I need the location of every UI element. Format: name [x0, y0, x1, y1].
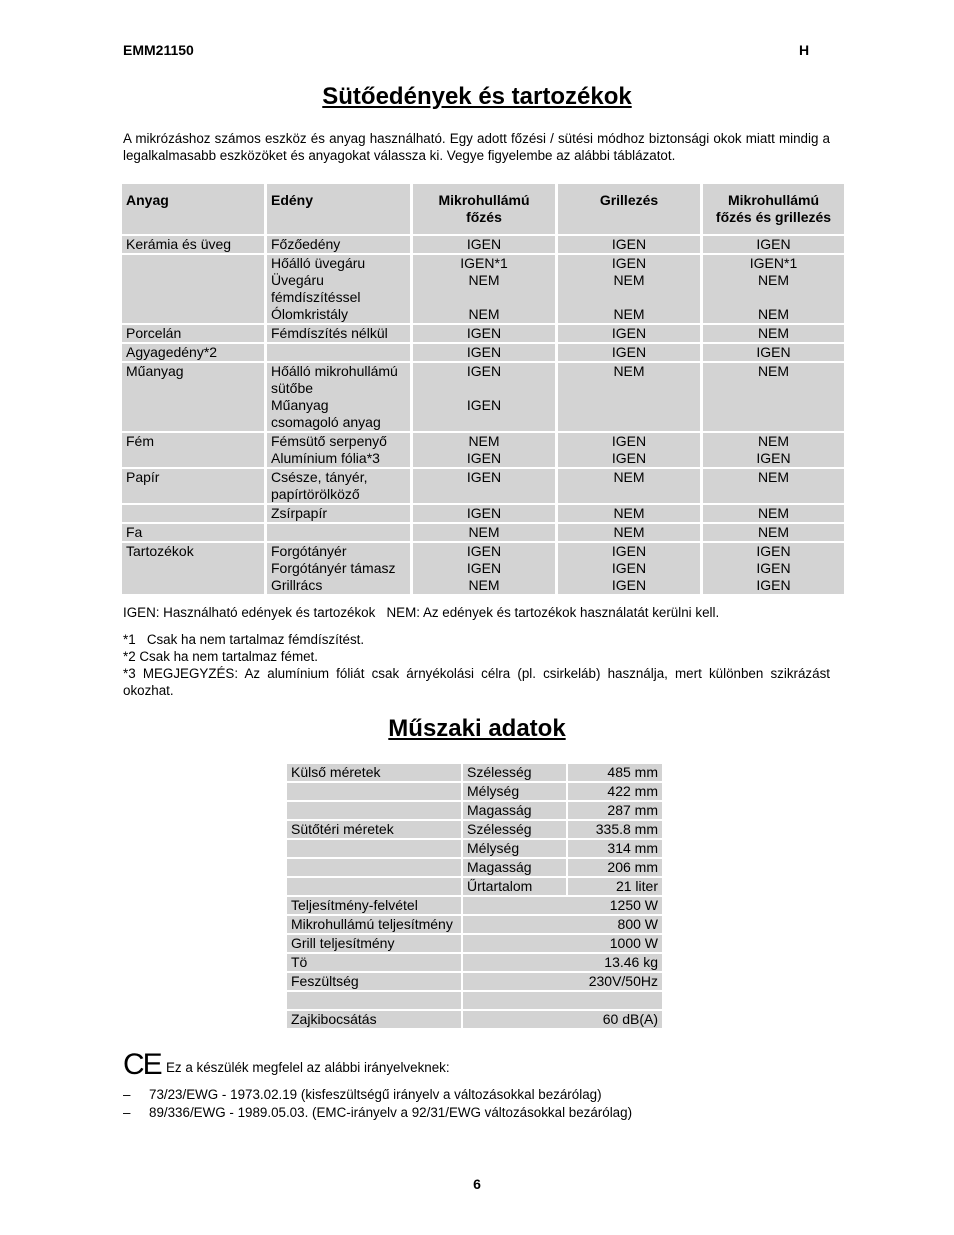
table-cell: [267, 524, 410, 541]
table-row: [122, 524, 844, 541]
cell-line: papírtörölköző: [271, 486, 360, 502]
spec-row: [287, 954, 662, 971]
cell-line: NEM: [757, 433, 790, 449]
table-cell: [267, 433, 410, 467]
spec-row: [287, 802, 662, 819]
table-row: [122, 433, 844, 467]
cell-line: IGEN: [611, 577, 647, 593]
column-header: [413, 184, 555, 234]
spec-value: 314 mm: [568, 840, 662, 857]
table-cell: [413, 505, 555, 522]
table-cell: [703, 363, 844, 431]
table-cell: [267, 255, 410, 323]
cell-line: Grillrács: [271, 577, 323, 593]
spec-row: [287, 859, 662, 876]
cell-line: NEM: [613, 272, 645, 288]
intro-paragraph: A mikrózáshoz számos eszköz és anyag használható. Egy adott főzési / sütési módhoz biztonsági okok miatt mindig a legalkalmasabb eszközöket és anyagokat válassza ki. Vegye figyelembe az alábbi táblázatot.: [123, 131, 830, 163]
cell-line: IGEN: [466, 397, 502, 413]
cell-line: Forgótányér támasz: [271, 560, 396, 576]
cell-line: NEM: [757, 469, 790, 485]
cell-line: Fémsütő serpenyő: [271, 433, 387, 449]
cell-line: IGEN: [466, 363, 502, 379]
table-header-row: [122, 184, 844, 234]
cell-line: Műanyag: [271, 397, 329, 413]
directive-text: 73/23/EWG - 1973.02.19 (kisfeszültségű irányelv a változásokkal bezárólag): [149, 1087, 602, 1102]
table-cell: [122, 344, 264, 361]
cell-line: NEM: [468, 433, 500, 449]
cell-line: Papír: [126, 469, 160, 485]
table-cell: [122, 363, 264, 431]
table-cell: [558, 469, 700, 503]
table-cell: [703, 344, 844, 361]
spec-label: Grill teljesítmény: [287, 935, 461, 952]
spec-sublabel: Szélesség: [463, 821, 566, 838]
model-number: EMM21150: [123, 42, 194, 58]
spec-value: 13.46 kg: [463, 954, 662, 971]
cell-line: IGEN: [611, 450, 647, 466]
cell-line: IGEN: [466, 560, 502, 576]
table-row: [122, 344, 844, 361]
spec-row: [287, 1011, 662, 1028]
cell-line: IGEN: [756, 543, 791, 559]
table-cell: [413, 543, 555, 594]
table-cell: [703, 236, 844, 253]
cell-line: IGEN: [611, 543, 647, 559]
spec-sublabel: Magasság: [463, 859, 566, 876]
spec-value: 1000 W: [463, 935, 662, 952]
table-cell: [413, 344, 555, 361]
spec-sublabel: Szélesség: [463, 764, 566, 781]
column-header: [558, 184, 700, 234]
table-cell: [413, 524, 555, 541]
cell-line: IGEN: [466, 469, 502, 485]
cell-line: főzés és grillezés: [715, 209, 832, 225]
cell-line: Fémdíszítés nélkül: [271, 325, 388, 341]
table-cell: [267, 236, 410, 253]
cell-line: Csésze, tányér,: [271, 469, 368, 485]
table-cell: [413, 236, 555, 253]
cell-line: NEM: [757, 363, 790, 379]
cell-line: NEM: [757, 505, 790, 521]
spec-value: [463, 992, 662, 1009]
table-cell: [558, 344, 700, 361]
cell-line: IGEN: [466, 344, 502, 360]
cell-line: főzés: [466, 209, 502, 225]
cell-line: IGEN: [611, 255, 647, 271]
cell-line: Ólomkristály: [271, 306, 349, 322]
cell-line: IGEN: [466, 236, 502, 252]
spec-value: 230V/50Hz: [463, 973, 662, 990]
footnote-3: *3 MEGJEGYZÉS: Az alumínium fóliát csak árnyékolási célra (pl. csirkeláb) használja, mert különben szikrázást okozhat.: [123, 666, 830, 698]
cell-line: IGEN*1: [749, 255, 798, 271]
spec-row: [287, 821, 662, 838]
cell-line: [417, 289, 551, 306]
table-cell: [267, 363, 410, 431]
cell-line: NEM: [757, 306, 790, 322]
cell-line: Tartozékok: [126, 543, 194, 559]
cell-line: NEM: [613, 524, 645, 540]
cell-line: Hőálló üvegáru: [271, 255, 366, 271]
cell-line: Grillezés: [599, 192, 659, 208]
spec-label: Mikrohullámú teljesítmény: [287, 916, 461, 933]
cell-line: Fém: [126, 433, 154, 449]
directive-item: [123, 1087, 602, 1102]
spec-label: Feszültség: [287, 973, 461, 990]
table-cell: [558, 363, 700, 431]
cell-line: NEM: [468, 272, 500, 288]
cell-line: IGEN: [611, 560, 647, 576]
table-cell: [413, 433, 555, 467]
directive-text: 89/336/EWG - 1989.05.03. (EMC-irányelv a 92/31/EWG változásokkal bezárólag): [149, 1105, 633, 1120]
spec-value: 206 mm: [568, 859, 662, 876]
cell-line: NEM: [613, 306, 645, 322]
table-cell: [267, 469, 410, 503]
cell-line: NEM: [757, 524, 790, 540]
spec-row: [287, 992, 662, 1009]
column-header: [267, 184, 410, 234]
table-row: [122, 469, 844, 503]
cell-line: NEM: [613, 469, 645, 485]
table-cell: [558, 433, 700, 467]
cell-line: sütőbe: [271, 380, 314, 396]
spec-row: [287, 878, 662, 895]
cell-line: Forgótányér: [271, 543, 347, 559]
section-title-cookware: Sütőedények és tartozékok: [322, 83, 632, 110]
cell-line: Mikrohullámú: [438, 192, 530, 208]
footnotes: [123, 631, 830, 699]
spec-row: [287, 783, 662, 800]
spec-row: [287, 897, 662, 914]
cell-line: Főzőedény: [271, 236, 341, 252]
table-cell: [267, 325, 410, 342]
table-row: [122, 505, 844, 522]
table-cell: [122, 524, 264, 541]
conformity-text: Ez a készülék megfelel az alábbi irányelveknek:: [166, 1060, 450, 1075]
spec-label: [287, 783, 461, 800]
cell-line: NEM: [757, 325, 790, 341]
spec-value: 21 liter: [568, 878, 662, 895]
spec-sublabel: Magasság: [463, 802, 566, 819]
table-cell: [558, 255, 700, 323]
spec-row: [287, 840, 662, 857]
cell-line: IGEN: [466, 450, 502, 466]
cell-line: IGEN: [466, 325, 502, 341]
cell-line: NEM: [613, 505, 645, 521]
spec-value: 60 dB(A): [463, 1011, 662, 1028]
table-row: [122, 255, 844, 323]
table-cell: [267, 543, 410, 594]
spec-value: 422 mm: [568, 783, 662, 800]
table-cell: [703, 543, 844, 594]
cell-line: IGEN: [611, 344, 647, 360]
spec-row: [287, 973, 662, 990]
table-cell: [558, 524, 700, 541]
table-cell: [267, 344, 410, 361]
cell-line: Alumínium fólia*3: [271, 450, 380, 466]
cell-line: NEM: [613, 363, 645, 379]
cell-line: IGEN: [466, 543, 502, 559]
spec-label: [287, 802, 461, 819]
spec-value: 800 W: [463, 916, 662, 933]
table-cell: [413, 363, 555, 431]
table-cell: [558, 325, 700, 342]
spec-sublabel: Mélység: [463, 840, 566, 857]
table-cell: [122, 433, 264, 467]
table-cell: [267, 505, 410, 522]
column-header: [122, 184, 264, 234]
cell-line: [417, 414, 551, 431]
spec-label: [287, 992, 461, 1009]
section-title-technical: Műszaki adatok: [388, 715, 566, 742]
cookware-table: [119, 182, 847, 596]
cell-line: IGEN: [611, 433, 647, 449]
spec-row: [287, 916, 662, 933]
ce-mark-icon: CE: [123, 1048, 161, 1081]
table-cell: [703, 469, 844, 503]
cell-line: NEM: [468, 306, 500, 322]
spec-value: 485 mm: [568, 764, 662, 781]
spec-row: [287, 935, 662, 952]
cell-line: IGEN: [756, 560, 791, 576]
footnote-2: *2 Csak ha nem tartalmaz fémet.: [123, 649, 318, 664]
cell-line: [707, 289, 840, 306]
cell-line: IGEN: [756, 450, 791, 466]
column-header: [703, 184, 844, 234]
cell-line: Fa: [126, 524, 143, 540]
legend-text: IGEN: Használható edények és tartozékok NEM: Az edények és tartozékok használatát kerülni kell.: [123, 605, 720, 620]
table-row: [122, 236, 844, 253]
dash-bullet: –: [123, 1105, 131, 1120]
cell-line: Mikrohullámú: [727, 192, 819, 208]
specs-table: [285, 762, 664, 1030]
table-cell: [122, 236, 264, 253]
cell-line: fémdíszítéssel: [271, 289, 361, 305]
spec-label: Külső méretek: [287, 764, 461, 781]
cell-line: [126, 255, 260, 272]
spec-label: [287, 878, 461, 895]
table-cell: [122, 255, 264, 323]
cell-line: IGEN: [756, 577, 791, 593]
spec-sublabel: Űrtartalom: [463, 878, 566, 895]
table-cell: [122, 505, 264, 522]
table-cell: [703, 255, 844, 323]
page-number: 6: [473, 1176, 481, 1192]
table-cell: [413, 469, 555, 503]
table-cell: [122, 325, 264, 342]
cell-line: IGEN: [611, 236, 647, 252]
table-cell: [413, 325, 555, 342]
cell-line: Hőálló mikrohullámú: [271, 363, 398, 379]
table-cell: [122, 469, 264, 503]
cell-line: IGEN: [756, 344, 791, 360]
spec-label: Sütőtéri méretek: [287, 821, 461, 838]
directive-item: [123, 1105, 632, 1120]
cell-line: IGEN: [756, 236, 791, 252]
cell-line: IGEN: [466, 505, 502, 521]
spec-label: [287, 840, 461, 857]
cell-line: [417, 380, 551, 397]
table-cell: [413, 255, 555, 323]
spec-row: [287, 764, 662, 781]
cell-line: Kerámia és üveg: [126, 236, 232, 252]
cell-line: [271, 344, 406, 361]
table-cell: [558, 543, 700, 594]
cell-line: Zsírpapír: [271, 505, 328, 521]
cell-line: Műanyag: [126, 363, 184, 379]
cell-line: Porcelán: [126, 325, 182, 341]
table-cell: [703, 524, 844, 541]
dash-bullet: –: [123, 1087, 131, 1102]
table-cell: [558, 236, 700, 253]
cell-line: IGEN*1: [460, 255, 508, 271]
spec-label: Teljesítmény-felvétel: [287, 897, 461, 914]
spec-value: 335.8 mm: [568, 821, 662, 838]
language-code: H: [799, 42, 810, 58]
table-cell: [122, 543, 264, 594]
table-cell: [703, 505, 844, 522]
spec-value: 1250 W: [463, 897, 662, 914]
cell-line: Üvegáru: [271, 272, 324, 288]
footnote-1: *1 Csak ha nem tartalmaz fémdíszítést.: [123, 632, 365, 647]
cell-line: Anyag: [126, 192, 169, 208]
cell-line: [271, 524, 406, 541]
cell-line: [126, 505, 260, 522]
cell-line: Agyagedény*2: [126, 344, 218, 360]
cell-line: csomagoló anyag: [271, 414, 381, 430]
cell-line: NEM: [468, 524, 500, 540]
table-row: [122, 325, 844, 342]
cell-line: Edény: [271, 192, 314, 208]
table-row: [122, 363, 844, 431]
spec-label: Zajkibocsátás: [287, 1011, 461, 1028]
table-cell: [558, 505, 700, 522]
cell-line: IGEN: [611, 325, 647, 341]
table-cell: [703, 433, 844, 467]
cell-line: NEM: [468, 577, 500, 593]
cell-line: NEM: [757, 272, 790, 288]
spec-value: 287 mm: [568, 802, 662, 819]
spec-sublabel: Mélység: [463, 783, 566, 800]
spec-label: Tö: [287, 954, 461, 971]
table-row: [122, 543, 844, 594]
spec-label: [287, 859, 461, 876]
cell-line: [562, 289, 696, 306]
table-cell: [703, 325, 844, 342]
